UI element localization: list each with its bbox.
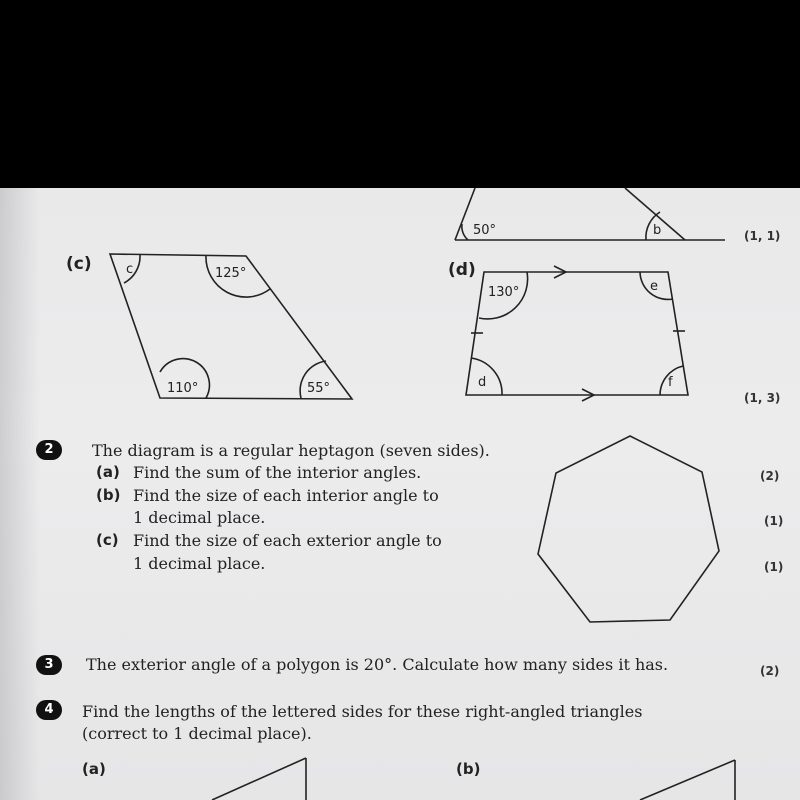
angle-arc-d [471,358,502,395]
q4-b-label: (b) [456,760,481,778]
angle-label-f: f [668,375,673,390]
marks-q2-b: (1) [764,514,784,528]
question-number-2: 2 [36,440,62,460]
marks-q2-c: (1) [764,560,784,574]
question-number-3: 3 [36,655,62,675]
angle-label-c: c [126,262,134,277]
angle-label-b: b [653,223,662,238]
q4-a-label: (a) [82,760,106,778]
q2-a-text: Find the sum of the interior angles. [133,463,422,482]
q2-b-text-2: 1 decimal place. [133,508,266,527]
q2-intro: The diagram is a regular heptagon (seven sides). [92,441,490,460]
top-left-side [455,188,475,240]
q4-text-2: (correct to 1 decimal place). [82,724,312,743]
marks-q1-cd: (1, 3) [744,391,781,405]
angle-label-55: 55° [307,381,331,396]
angle-label-50: 50° [473,223,497,238]
angle-label-e: e [650,279,658,294]
heptagon-figure [538,436,719,622]
question-number-4: 4 [36,700,62,720]
q4-text-1: Find the lengths of the lettered sides for these right-angled triangles [82,702,643,721]
q3-text: The exterior angle of a polygon is 20°. Calculate how many sides it has. [86,655,669,674]
part-c-label: (c) [66,254,92,274]
angle-label-130: 130° [488,285,520,300]
marks-q3: (2) [760,664,780,678]
marks-q1-top: (1, 1) [744,229,781,243]
q2-b-label: (b) [96,486,121,504]
q4-triangle-b [640,760,735,800]
angle-label-110: 110° [167,381,199,396]
marks-q2-a: (2) [760,469,780,483]
q2-c-text-2: 1 decimal place. [133,554,266,573]
q2-a-label: (a) [96,463,120,481]
q2-c-label: (c) [96,531,119,549]
q2-c-text-1: Find the size of each exterior angle to [133,531,442,550]
angle-label-d: d [478,375,487,390]
angle-label-125: 125° [215,266,247,281]
q2-b-text-1: Find the size of each interior angle to [133,486,439,505]
part-d-label: (d) [448,260,476,280]
angle-arc-50 [462,224,468,240]
q4-triangle-a [212,758,306,800]
